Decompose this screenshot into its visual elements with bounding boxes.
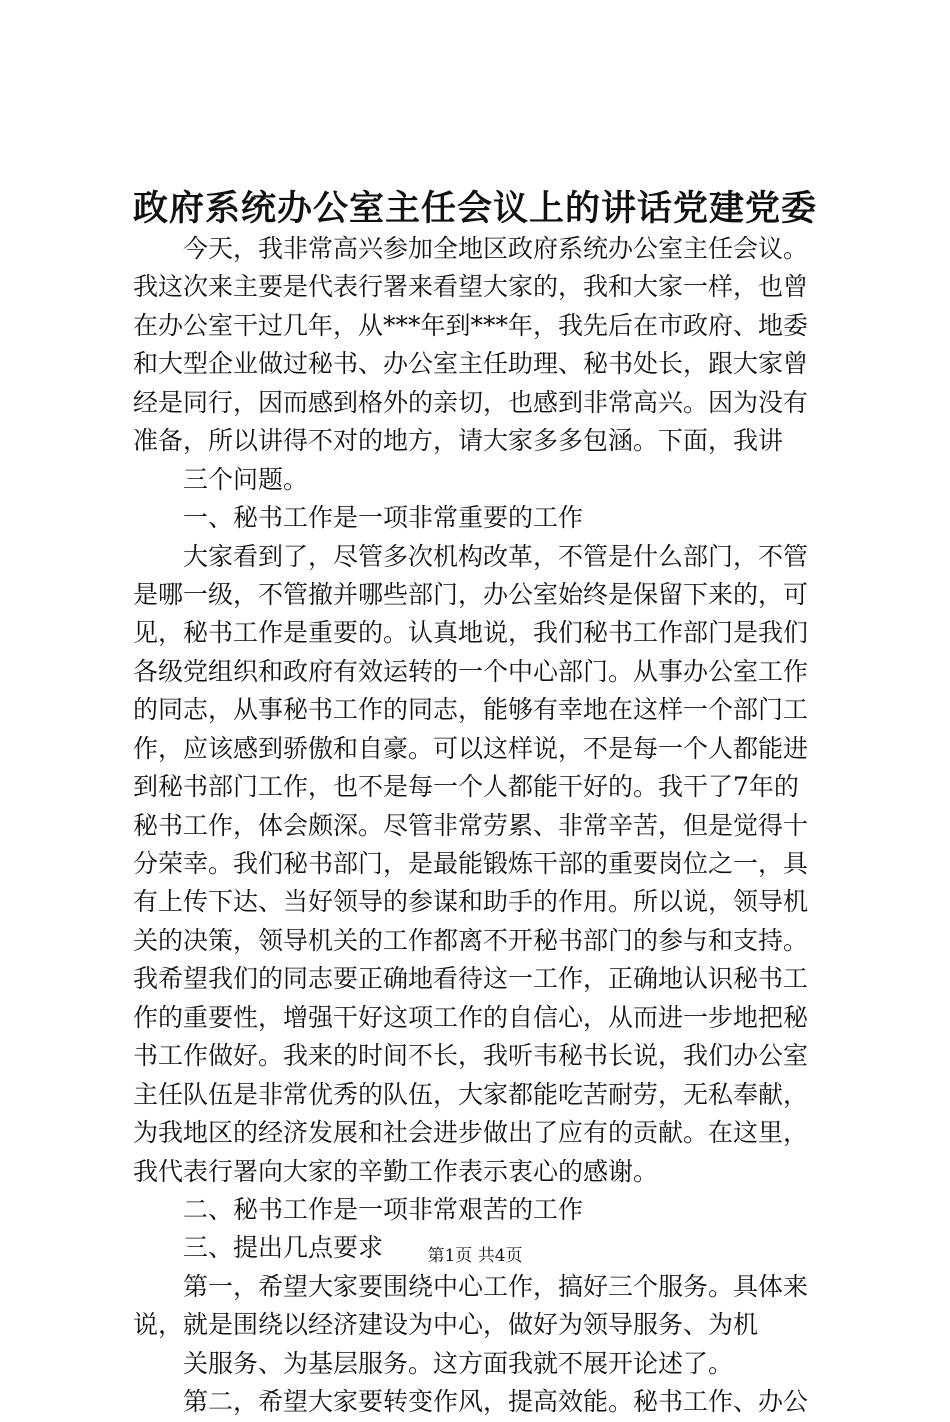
body-line: 大家看到了，尽管多次机构改革，不管是什么部门，不管 <box>133 541 809 571</box>
body-line: 三、提出几点要求 <box>133 1233 384 1263</box>
body-line: 的同志，从事秘书工作的同志，能够有幸地在这样一个部门工 <box>133 695 809 725</box>
body-line: 在办公室干过几年，从***年到***年，我先后在市政府、地委 <box>133 310 809 340</box>
body-line: 第一，希望大家要围绕中心工作，搞好三个服务。具体来 <box>133 1271 809 1301</box>
body-line: 说，就是围绕以经济建设为中心，做好为领导服务、为机 <box>133 1310 759 1340</box>
body-line: 今天，我非常高兴参加全地区政府系统办公室主任会议。 <box>133 234 809 263</box>
document-title: 政府系统办公室主任会议上的讲话党建党委 <box>132 188 817 229</box>
body-line: 作，应该感到骄傲和自豪。可以这样说，不是每一个人都能进 <box>133 733 809 763</box>
body-line: 关的决策，领导机关的工作都离不开秘书部门的参与和支持。 <box>133 925 809 955</box>
body-line: 秘书工作，体会颇深。尽管非常劳累、非常辛苦，但是觉得十 <box>133 810 809 840</box>
body-line: 关服务、为基层服务。这方面我就不展开论述了。 <box>133 1348 734 1378</box>
body-line: 分荣幸。我们秘书部门，是最能锻炼干部的重要岗位之一，具 <box>133 849 809 878</box>
body-line: 主任队伍是非常优秀的队伍，大家都能吃苦耐劳，无私奉献， <box>133 1079 809 1109</box>
body-line: 到秘书部门工作，也不是每一个人都能干好的。我干了7年的 <box>133 772 799 802</box>
body-line: 书工作做好。我来的时间不长，我听韦秘书长说，我们办公室 <box>133 1041 809 1071</box>
body-line: 准备，所以讲得不对的地方，请大家多多包涵。下面，我讲 <box>133 426 784 456</box>
body-line: 和大型企业做过秘书、办公室主任助理、秘书处长，跟大家曾 <box>133 349 809 379</box>
body-line: 二、秘书工作是一项非常艰苦的工作 <box>133 1194 584 1224</box>
body-line: 为我地区的经济发展和社会进步做出了应有的贡献。在这里， <box>133 1118 809 1148</box>
body-line: 作的重要性，增强干好这项工作的自信心，从而进一步地把秘 <box>133 1002 809 1032</box>
body-line: 有上传下达、当好领导的参谋和助手的作用。所以说，领导机 <box>133 887 809 917</box>
body-line: 一、秘书工作是一项非常重要的工作 <box>133 503 584 533</box>
document-body <box>133 230 833 1422</box>
body-line: 经是同行，因而感到格外的亲切，也感到非常高兴。因为没有 <box>133 387 809 417</box>
body-line: 我希望我们的同志要正确地看待这一工作，正确地认识秘书工 <box>133 964 809 994</box>
body-line: 是哪一级，不管撤并哪些部门，办公室始终是保留下来的，可 <box>133 579 809 609</box>
body-line: 第二，希望大家要转变作风，提高效能。秘书工作、办公 <box>133 1387 809 1417</box>
body-line: 我代表行署向大家的辛勤工作表示衷心的感谢。 <box>133 1156 659 1186</box>
page-footer: 第1页 共4页 <box>427 1246 523 1266</box>
body-line: 我这次来主要是代表行署来看望大家的，我和大家一样，也曾 <box>133 272 809 302</box>
body-line: 三个问题。 <box>133 464 309 494</box>
body-line: 各级党组织和政府有效运转的一个中心部门。从事办公室工作 <box>133 656 809 686</box>
body-line: 见，秘书工作是重要的。认真地说，我们秘书工作部门是我们 <box>133 618 809 648</box>
